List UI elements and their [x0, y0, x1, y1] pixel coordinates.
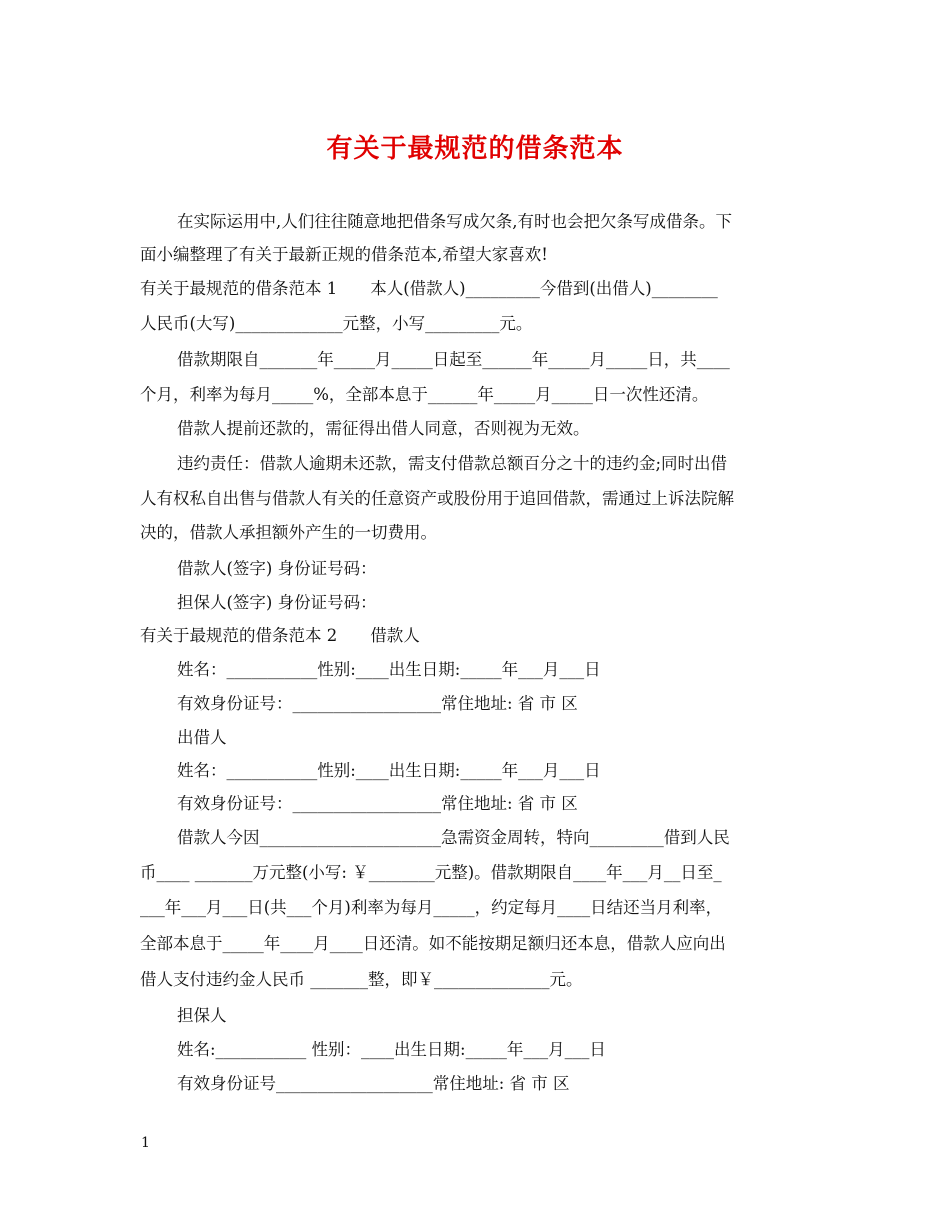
template2-borrower-name-line: 姓名：___________性别:____出生日期:_____年___月___日 — [177, 660, 601, 679]
template1-penalty-line-3: 决的，借款人承担额外产生的一切费用。 — [140, 523, 437, 542]
template2-heading-line: 有关于最规范的借条范本 2 借款人 — [140, 626, 420, 645]
template2-lender-name-line: 姓名：___________性别:____出生日期:_____年___月___日 — [177, 761, 601, 780]
template1-heading-line: 有关于最规范的借条范本 1 本人(借款人)_________今借到(出借人)________ — [140, 279, 718, 298]
template2-loan-line-3: ___年___月___日(共___个月)利率为每月_____，约定每月____日结还当月利率， — [140, 898, 723, 917]
template2-loan-line-5: 借人支付违约金人民币 _______整，即￥______________元。 — [140, 970, 583, 989]
template1-term-line-2: 个月，利率为每月_____%，全部本息于______年_____月_____日一次性还清。 — [140, 385, 709, 404]
template2-loan-line-1: 借款人今因______________________急需资金周转，特向_________借到人民 — [177, 828, 730, 847]
template2-lender-id-line: 有效身份证号：__________________常住地址: 省 市 区 — [177, 794, 578, 813]
template1-term-line-1: 借款期限自_______年_____月_____日起至______年_____月_____日，共____ — [177, 350, 730, 369]
template2-guarantor-id-line: 有效身份证号___________________常住地址: 省 市 区 — [177, 1074, 570, 1093]
template2-guarantor-heading: 担保人 — [177, 1006, 227, 1025]
template1-prepay-line: 借款人提前还款的，需征得出借人同意，否则视为无效。 — [177, 419, 590, 438]
template1-guarantor-sign-line: 担保人(签字) 身份证号码： — [177, 593, 377, 612]
page-number: 1 — [141, 1135, 150, 1151]
template1-penalty-line-2: 人有权私自出售与借款人有关的任意资产或股份用于追回借款，需通过上诉法院解 — [140, 489, 734, 508]
template1-amount-line: 人民币(大写)_____________元整，小写_________元。 — [140, 314, 533, 333]
template2-guarantor-name-line: 姓名:___________ 性别：____出生日期:_____年___月___日 — [177, 1040, 606, 1059]
intro-line-2: 面小编整理了有关于最新正规的借条范本,希望大家喜欢! — [140, 245, 548, 264]
template2-loan-line-4: 全部本息于_____年____月____日还清。如不能按期足额归还本息，借款人应向出 — [140, 934, 726, 953]
template2-loan-line-2: 币____ _______万元整(小写: ￥________元整)。借款期限自____年___月__日至_ — [140, 863, 722, 882]
intro-line-1: 在实际运用中,人们往往随意地把借条写成欠条,有时也会把欠条写成借条。下 — [177, 212, 732, 231]
template1-penalty-line-1: 违约责任：借款人逾期未还款，需支付借款总额百分之十的违约金;同时出借 — [177, 454, 728, 473]
template1-borrower-sign-line: 借款人(签字) 身份证号码： — [177, 559, 377, 578]
document-title: 有关于最规范的借条范本 — [326, 134, 624, 164]
template2-borrower-id-line: 有效身份证号：__________________常住地址: 省 市 区 — [177, 694, 578, 713]
template2-lender-heading: 出借人 — [177, 728, 227, 747]
